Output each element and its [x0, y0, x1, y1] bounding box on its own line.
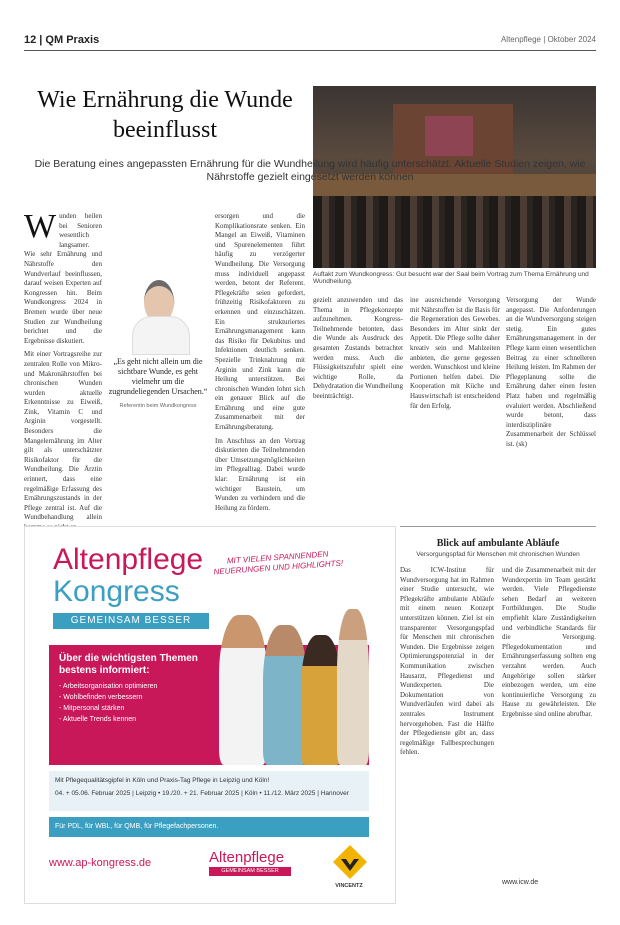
ad-headline: Über die wichtigsten Themen bestens informiert:: [59, 653, 198, 676]
ad-bullet: - Mitpersonal stärken: [59, 705, 125, 712]
portrait-body: [132, 316, 190, 355]
column-1-text: unden heilen bei Senioren wesentlich langsamer. Wie sehr Ernährung und Nährstoffe den Wundverlauf beeinflussen, darauf weisen Experten auf Kongressen hin. Beim Wundkongress 2024 in Bremen wurde über neue Studien zur Wundheilung berichtet und die Ergebnisse diskutiert.: [24, 212, 102, 345]
ad-bullet: - Aktuelle Trends kennen: [59, 716, 137, 723]
column-5-text: Versorgung der Wunde angepasst. Die Anforderungen an die Wundversorgung steigen stetig. Ein gutes Ernährungsmanagement in der Pflege kann einen wesentlichen Beitrag zu einer schnelleren Heilung leisten. Im Rahmen der Pflegeplanung sollte die Ernährung daher einen festen Platz haben und regelmäßig evaluiert werden. Abschließend wurde betont, dass interdisziplinäre Zusammenarbeit der Schlüssel ist. (sk): [506, 296, 596, 448]
ad-dates: 04. + 05.06. Februar 2025 | Leipzig • 19./20. + 21. Februar 2025 | Köln • 11./12. März 2025 | Hannover: [55, 790, 349, 797]
section-label: 12 | QM Praxis: [24, 34, 100, 46]
ad-logo-sub: GEMEINSAM BESSER: [209, 867, 291, 876]
drop-cap: W: [24, 208, 57, 245]
ad-person-1: [219, 615, 267, 765]
ad-bullet: - Wohlbefinden verbessern: [59, 694, 143, 701]
issue-label: Altenpflege | Oktober 2024: [500, 35, 596, 44]
ad-logo: Altenpflege: [209, 849, 285, 866]
box-column-1: [400, 566, 494, 890]
photo-screen: [425, 116, 473, 156]
article-column-3: [313, 296, 403, 512]
ad-person-4: [337, 609, 369, 765]
ad-tagline: MIT VIELEN SPANNENDEN NEUERUNGEN UND HIGHLIGHTS!: [213, 549, 344, 577]
pull-quote-source: Referentin beim Wundkongress: [119, 403, 197, 409]
ad-bullets: [59, 681, 209, 725]
ad-bullet: - Arbeitsorganisation optimieren: [59, 683, 158, 690]
partner-name: VINCENTZ: [335, 883, 363, 889]
column-4-text: ine ausreichende Versorgung mit Nährstoffen ist die Basis für die Regeneration des Gewebes. Besonders im Alter sinkt der Appetit. Die Pflege sollte daher kreativ sein und Mahlzeiten anbieten, die gerne gegessen werden. Wunschkost und kleine Portionen helfen dabei. Die Kooperation mit Küche und Hauswirtschaft ist entscheidend für den Erfolg.: [410, 296, 500, 410]
box-rule: [400, 526, 596, 527]
vincentz-logo-icon: [331, 843, 369, 881]
ad-info: [59, 653, 209, 725]
ad-dates-panel: [49, 771, 369, 811]
advertisement[interactable]: [24, 526, 396, 904]
ad-title-1: Altenpflege: [53, 543, 204, 576]
box-footer[interactable]: www.icw.de: [502, 879, 539, 886]
column-1b-text: Mit einer Vortragsreihe zur zentralen Rolle von Mikro- und Makronährstoffen bei chronischen Wunden wurden aktuelle Erkenntnisse zu Eiweiß, Zink, Vitamin C und Arginin vorgestellt. Besonders die Mangelernährung im Alter gilt als unterschätzter Risikofaktor für die Wundheilung. Die Ärztin erinnert, dass eine regelmäßige Erfassung des Ernährungszustands in der Pflege zentral ist. Auf die Wundbehandlung allein: [24, 350, 102, 522]
page-header: [24, 34, 596, 51]
ad-audience: Für PDL, für WBL, für QMB, für Pflegefachpersonen.: [49, 817, 369, 837]
box-title: Blick auf ambulante Abläufe: [436, 538, 560, 549]
ad-title-2: Kongress: [53, 575, 180, 608]
article-column-2: [215, 212, 305, 512]
column-3-text: gezielt anzuwenden und das Thema in Pflegekonzepte aufzunehmen. Kongress-Teilnehmende betonten, dass die Wunde als Ausdruck des gesamten Zustands betrachtet werden muss. Auch die Flüssigkeitszufuhr spielt eine wichtige Rolle, da Dehydratation die Wundheilung beeinträchtigt.: [313, 296, 403, 400]
article-column-1: [24, 208, 102, 522]
pull-quote: „Es geht nicht allein um die sichtbare Wunde, es geht vielmehr um die zugrundeliegenden Ursachen.“: [108, 357, 208, 396]
ad-url-link[interactable]: www.ap-kongress.de: [49, 857, 152, 869]
ad-highlight: Mit Pflegequalitätsgipfel in Köln und Praxis-Tag Pflege in Leipzig und Köln!: [55, 777, 270, 784]
article-title: Wie Ernährung die Wunde beeinflusst: [37, 87, 293, 143]
article-column-4: [410, 296, 500, 512]
article-column-5: [506, 296, 596, 512]
column-2-text: ersorgen und die Komplikationsrate senken. Ein Mangel an Eiweiß, Vitaminen und Spurenelementen führt häufig zu verzögerter Wundheilung. Die Versorgung muss individuell angepasst werden, betont der Referent. Pflegekräfte seien gefordert, frühzeitig Risikofaktoren zu erkennen und einzuschätzen. Ein strukturiertes Ernährungsmanagement kann das Risiko für Dekubitus und Infektionen deutlich senken. Spezielle Trinknahrung mit Arginin und Zink kann die Heilung unterstützen. Bei chronischen Wunden lohnt sich ein genauer Blick auf die Ernährung und eine gute Zusammenarbeit mit der Ernährungsberatung.: [215, 212, 305, 432]
box-column-1-text: Das ICW-Institut für Wundversorgung hat im Rahmen einer Studie untersucht, wie Pflegekräfte ambulante Abläufe mit einem neuen Konzept unterstützen können. Ziel ist ein transparenter Versorgungspfad für Menschen mit chronischen Wunden. Die Ergebnisse zeigen Optimierungspotenzial in der Kommunikation zwischen Hausarzt, Pflegedienst und Wundexperten. Die Dokumentation von Wundverläufen wird dabei als zentrales Instrument hervorgehoben. Fast die Hälfte der Pflegedienste gibt an, dass regelmäßige Fallbesprechungen fehlen.: [400, 566, 494, 757]
ad-bar: GEMEINSAM BESSER: [53, 613, 209, 629]
photo-audience: [313, 196, 596, 268]
column-2b-text: Im Anschluss an den Vortrag diskutierten die Teilnehmenden über Umsetzungsmöglichkeiten im Pflegealltag. Dabei wurde klar: Ernährung ist ein wichtiger Baustein, um Wunden zu verhindern und die Heilung zu fördern.: [215, 436, 305, 512]
box-subtitle: Versorgungspfad für Menschen mit chronischen Wunden: [416, 551, 580, 558]
speaker-portrait: [112, 268, 207, 353]
box-column-2-text: und die Zusammenarbeit mit der Wundexpertin im Team gestärkt werden. Viele Pflegedienste sehen Bedarf an weiteren Fortbildungen. Die Studie empfiehlt klare Zuständigkeiten und verbindliche Standards für die Versorgung. Pflegedokumentation und Ernährungserfassung sollten eng verzahnt werden. Auch Angehörige sollen stärker einbezogen werden, um eine kontinuierliche Versorgung zu Hause zu gewährleisten. Die Ergebnisse sind online abrufbar.: [502, 566, 596, 718]
ad-person-3: [301, 635, 341, 765]
photo-caption: Auftakt zum Wundkongress: Gut besucht war der Saal beim Vortrag zum Thema Ernährung und Wundheilung.: [313, 271, 589, 285]
article-lead: Die Beratung eines angepassten Ernährung für die Wundheilung wird häufig unterschätzt. Aktuelle Studien zeigen, wie Nährstoffe gezielt eingesetzt werden können: [34, 158, 586, 183]
box-column-2: [502, 566, 596, 876]
